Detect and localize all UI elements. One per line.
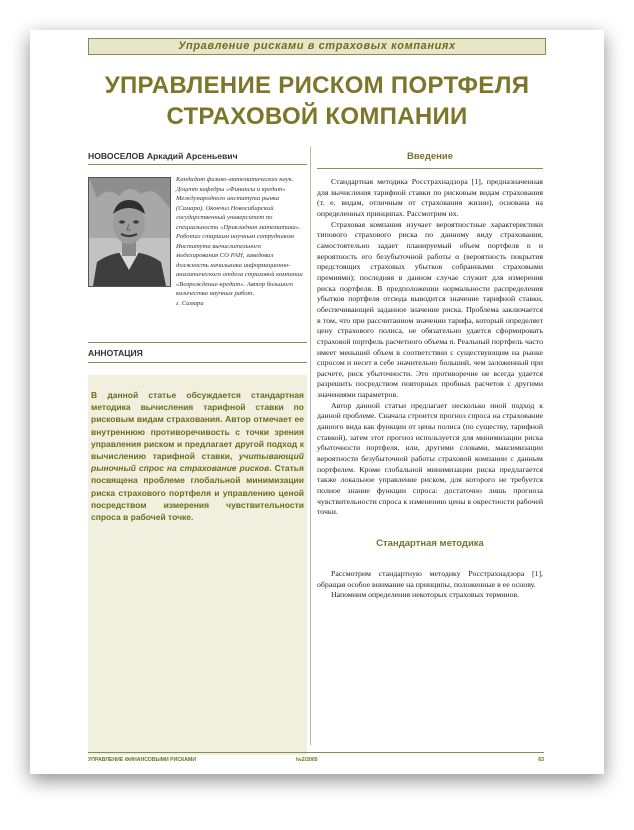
annotation-text-emphasis: учитывающий рыночный спрос на страхование рисков	[91, 451, 304, 474]
author-bio	[176, 175, 304, 308]
left-column	[88, 147, 307, 755]
article-title	[50, 70, 584, 132]
page-footer	[88, 752, 544, 766]
footer-page-number: 63	[538, 757, 544, 763]
footer-issue: №2/2005	[296, 757, 318, 763]
annotation-heading: АННОТАЦИЯ	[88, 342, 307, 363]
footer-journal-name: УПРАВЛЕНИЕ ФИНАНСОВЫМИ РИСКАМИ	[88, 757, 197, 763]
author-block	[88, 165, 307, 342]
article-title-line-1: УПРАВЛЕНИЕ РИСКОМ ПОРТФЕЛЯ	[104, 72, 530, 99]
introduction-paragraph-3: Автор данной статьи предлагает несколько иной подход к данной проблеме. Сначала строится прогноз спроса на страхование данного вида как функции от цены полиса (по существу, тарифной ставкой), затем этот прогноз используется для минимизации риска убыточности портфеля, или, другими словами, максимизации вероятности безубыточной работы страховой компании с данным портфелем. Кроме глобальной минимизации риска предлагается также локальное управление риском, для которого не требуется полное знание функции спроса: достаточно лишь прогноза чувствительности спроса к изменению цены в окрестности рабочей точки.	[317, 400, 543, 517]
author-name: НОВОСЕЛОВ Аркадий Арсеньевич	[88, 147, 307, 165]
introduction-heading: Введение	[317, 147, 543, 169]
introduction-paragraph-2: Страховая компания изучает вероятностные характеристики типового страхового риска по данному виду страхования, самостоятельно задает планируемый объем портфеля n и вероятность его безубыточной работы α (вероятность покрытия предстоящих страховых убытков собранными страховыми премиями); последняя в данном случае служит для измерения риска портфеля. В предположении нормальности распределения убытков портфеля отсюда выводится значение тарифной ставки, обеспечивающей заданное значение риска. Проблема заключается в том, что при рассчитанном значении тарифа, который определяет цену страхового полиса, не обязательно удается сформировать страховой портфель расчетного объема n. Реальный портфель часто имеет меньший объем в соответствии с существующим на рынке спросом и несет в себе значительно больший, чем заложенный при расчете, риск убыточности. Это противоречие не всегда удается разрешить посредством повторных пробных расчетов с другими значениями параметров.	[317, 219, 543, 400]
right-column	[317, 147, 543, 601]
annotation-box	[88, 375, 307, 755]
author-photo	[88, 177, 171, 287]
annotation-text-part-1: В данной статье обсуждается стандартная методика вычисления тарифной ставки по рисковым видам страхования. Автор отмечает ее внутреннюю противоречивость с точки зрения управления риском и предлагает другой подход к вычислению тарифной ставки,	[91, 390, 304, 462]
introduction-paragraph-1: Стандартная методика Росстрахнадзора [1], предназначенная для вычисления тарифной ставки по рисковым видам страхования (т. е. видам, отличным от страхования жизни), основана на определенных принципах. Рассмотрим их.	[317, 177, 543, 218]
author-bio-text: Кандидат физико-математических наук. Доцент кафедры «Финансы и кредит» Международного института рынка (Самара). Окончил Новосибирский государственный университет по специальности «Прикладная математика». Работал старшим научным сотрудником Института вычислительного моделирования СО РАН, заведовал должность начальника информационно-аналитического отдела страховой компании «Возрождение-кредит». Автор большого количества научных работ.	[176, 176, 303, 297]
author-city: г. Самара	[176, 299, 204, 307]
standard-method-paragraph-2: Напомним определения некоторых страховых терминов.	[331, 590, 520, 600]
annotation-text-part-2: . Статья посвящена проблеме глобальной минимизации риска страхового портфеля и управлению ценой посредством измерения чувствительности спроса в рабочей точке.	[91, 463, 304, 523]
journal-page	[30, 30, 604, 774]
standard-method-paragraph-1: Рассмотрим стандартную методику Росстрахнадзора [1], обращая особое внимание на принципы, положенные в ее основу.	[317, 569, 543, 589]
standard-method-heading: Стандартная методика	[376, 538, 484, 549]
running-head: Управление рисками в страховых компаниях	[88, 38, 546, 55]
standard-method-body	[317, 569, 543, 601]
article-title-line-2: СТРАХОВОЙ КОМПАНИИ	[166, 103, 468, 130]
column-divider	[310, 147, 311, 745]
annotation-text	[91, 389, 304, 523]
introduction-body	[317, 177, 543, 518]
author-portrait-image	[89, 178, 170, 286]
